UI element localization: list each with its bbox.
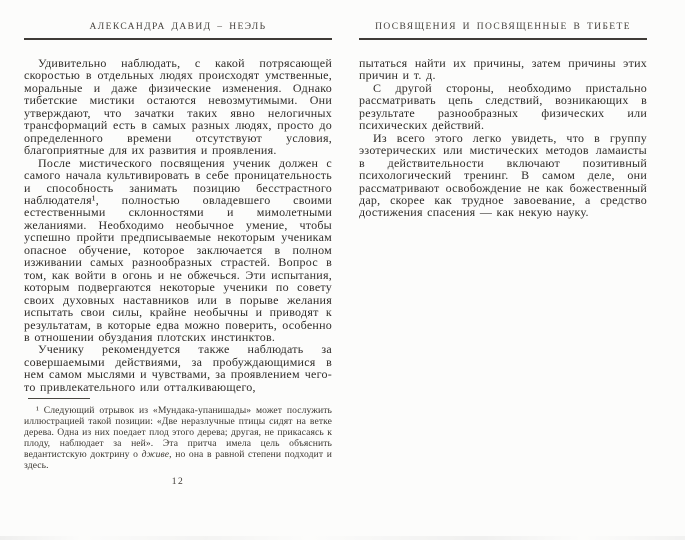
footnote-separator [28,398,90,399]
scanner-edge-artifact [0,536,685,540]
paragraph: После мистического посвящения ученик должен с самого начала культивировать в себе проницательность и способность занимать позицию бесстрастного наблюдателя¹, полностью овладевшего своими естественными склонностями и мимолетными желаниями. Необходимо необычное умение, чтобы успешно пройти предписываемые некоторым ученикам опасное обучение, которое заключается в полном изживании самых разнообразных страстей. Вопрос в том, как войти в огонь и не обжечься. Эти испытания, которым подвергаются некоторые ученики по совету своих духовных наставников или в порыве желания испытать свои силы, крайне необычны и приводят к результатам, в которые едва можно поверить, особенно в отношении обуздания плотских инстинктов. [24,155,332,344]
page-number: 12 [171,476,185,487]
right-page [359,22,647,219]
right-page-body [359,57,647,219]
running-header-title: ПОСВЯЩЕНИЯ И ПОСВЯЩЕННЫЕ В ТИБЕТЕ [359,22,647,40]
left-page [24,22,332,487]
left-page-body [24,57,332,393]
paragraph: С другой стороны, необходимо пристально рассматривать цепь следствий, возникающих в результате разнообразных физических или психических действий. [359,80,647,133]
footnote-text: ¹ Следующий отрывок из «Мундака-упанишады» может послужить иллюстрацией такой позиции: «Две неразлучные птицы сидят на ветке дерева. Одна из них поедает плод этого дерева; другая, не прикасаясь к плоду, наблюдает за ней». Эта притча имела цель объяснить ведантистскую доктрину о [24,405,332,460]
footnote-text: , но она в равной степени подходит и здесь. [24,448,332,471]
paragraph: Из всего этого легко увидеть, что в группу эзотерических или мистических методов ламаисты в действительности включают позитивный психологический тренинг. В самом деле, они рассматривают освобождение не как божественный дар, скорее как трудное завоевание, а средство достижения спасения — как некую науку. [359,130,647,220]
paragraph: Ученику рекомендуется также наблюдать за совершаемыми действиями, за пробуждающимися в нем самом мыслями и чувствами, за проявлением чего-то привлекательного или отталкивающего, [24,342,332,394]
running-header-author: АЛЕКСАНДРА ДАВИД – НЕЭЛЬ [24,22,332,40]
footnote-italic-term: дживе [141,448,170,460]
footnote [24,406,332,471]
paragraph: пытаться найти их причины, затем причины этих причин и т. д. [359,56,647,83]
paragraph: Удивительно наблюдать, с какой потрясающей скоростью в отдельных людях происходят умственные, моральные и даже физические изменения. Однако тибетские мистики остаются невозмутимыми. Они утверждают, что зачатки таких явно нелогичных трансформаций есть в самых разных людях, просто до определенного времени отсутствуют условия, благоприятные для их развития и проявления. [24,56,332,158]
